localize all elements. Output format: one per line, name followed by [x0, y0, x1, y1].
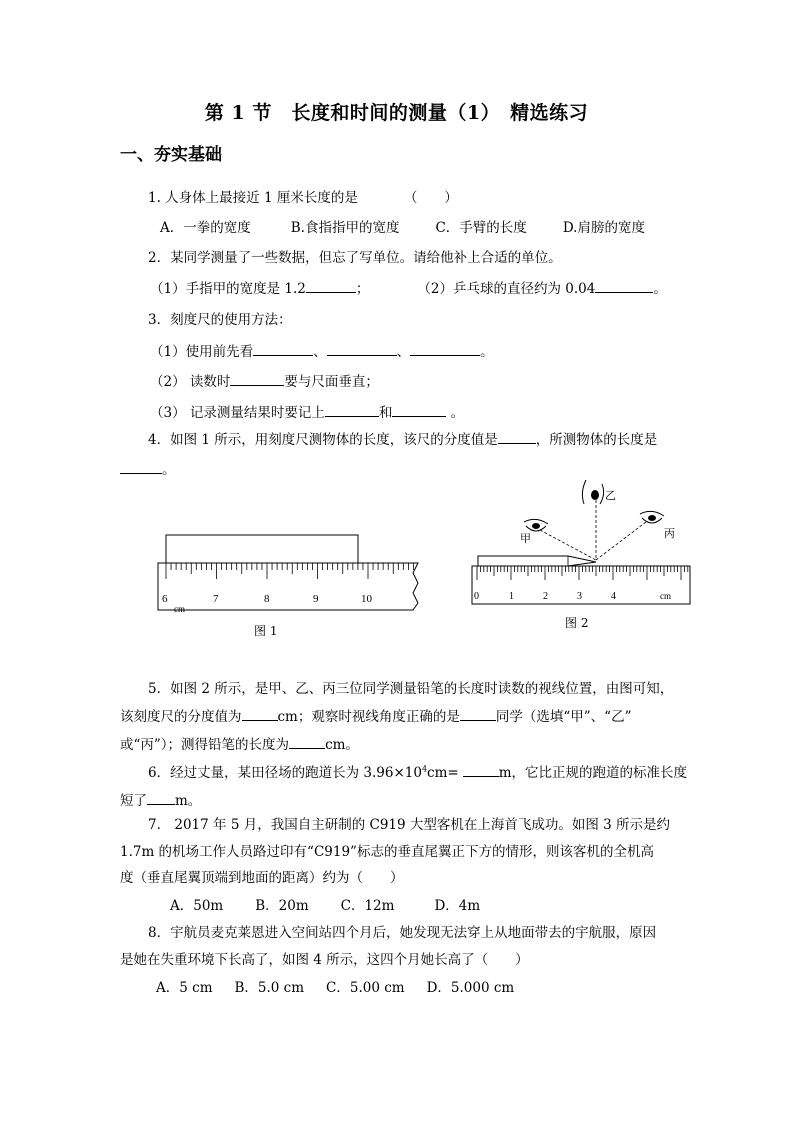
q4-text-b: ，所测物体的长度是	[535, 432, 658, 448]
q2-part1: （1）手指甲的宽度是 1.2	[150, 281, 306, 297]
q1-options	[160, 216, 645, 236]
tick-label-9: 9	[313, 593, 319, 605]
q7-option-c: C．12m	[340, 898, 395, 914]
q7-option-a: A．50m	[170, 898, 224, 914]
q4-blank-2[interactable]	[120, 461, 162, 474]
q2-stem: 2．某同学测量了一些数据，但忘了写单位。请给他补上合适的单位。	[148, 250, 562, 266]
q6-exponent: 4	[421, 764, 428, 774]
tick-label-0: 0	[474, 591, 479, 602]
q3-blank-5[interactable]	[325, 404, 379, 417]
eye-bing-icon	[640, 511, 664, 523]
q1-option-c: C．手臂的长度	[435, 220, 527, 236]
q4-text-a: 4．如图 1 所示，用刻度尺测物体的长度，该尺的分度值是	[148, 432, 498, 448]
tick-label-1: 1	[509, 591, 514, 602]
q5-text-d: 或“丙”）；测得铅笔的长度为	[120, 737, 290, 753]
q3-p1-end: 。	[480, 344, 494, 360]
q1-option-a: A．一拳的宽度	[160, 220, 251, 236]
tick-label-7: 7	[213, 593, 219, 605]
q3-blank-4[interactable]	[230, 373, 284, 386]
unit-label: cm	[660, 591, 671, 601]
q3-sep-1: 、	[313, 344, 327, 360]
q2-part2-end: 。	[653, 281, 667, 297]
q2-part1-end: ；	[355, 281, 370, 297]
question-1	[148, 186, 458, 206]
q3-blank-2[interactable]	[327, 343, 397, 356]
q7-option-d: D．4m	[434, 898, 481, 914]
q6-line-2	[120, 789, 201, 809]
q1-stem: 1. 人身体上最接近 1 厘米长度的是	[148, 190, 358, 206]
q6-text-a: 6．经过丈量，某田径场的跑道长为 3.96×10	[148, 765, 422, 781]
q8-option-d: D．5.000 cm	[426, 980, 515, 996]
q8-option-a: A．5 cm	[156, 980, 213, 996]
q3-blank-3[interactable]	[410, 343, 480, 356]
ruler-ticks	[477, 566, 688, 580]
q5-blank-3[interactable]	[289, 736, 325, 749]
q3-part1	[150, 340, 494, 360]
tick-label-10: 10	[361, 593, 372, 605]
q5-blank-2[interactable]	[460, 708, 496, 721]
q8-line-2: 是她在失重环境下长高了，如图 4 所示，这四个月她长高了（ ）	[120, 952, 529, 968]
q2-blank-1[interactable]	[306, 280, 356, 293]
q3-blank-6[interactable]	[392, 404, 446, 417]
unit-label: cm	[174, 604, 185, 614]
sight-line-bing	[596, 522, 646, 560]
q3-blank-1[interactable]	[253, 343, 313, 356]
q5-text-c: 同学（选填“甲”、“乙”	[495, 709, 632, 725]
page-title: 第 1 节 长度和时间的测量（1） 精选练习	[204, 102, 589, 124]
section-heading: 一、夯实基础	[120, 145, 222, 165]
q3-stem: 3．刻度尺的使用方法：	[148, 312, 292, 328]
q8-options	[156, 976, 514, 996]
q2-blank-2[interactable]	[595, 280, 653, 293]
q6-blank-2[interactable]	[147, 792, 175, 805]
figure-2-caption: 图 2	[565, 616, 589, 630]
q3-p2-end: 要与尺面垂直；	[284, 374, 379, 390]
q4-line-1	[148, 428, 657, 448]
q3-p3-text: （3） 记录测量结果时要记上	[150, 405, 325, 421]
q8-option-c: C．5.00 cm	[326, 980, 405, 996]
q6-text-c: m，它比正规的跑道的标准长度	[498, 765, 688, 781]
tick-label-8: 8	[264, 593, 270, 605]
eye-yi-icon	[582, 480, 603, 504]
q5-text-b: cm；观察时视线角度正确的是	[277, 709, 460, 725]
figure-2-ruler	[468, 478, 698, 608]
figure-1-caption: 图 1	[254, 624, 278, 638]
q6-text-d: 短了	[120, 793, 147, 809]
q4-line-2	[120, 458, 176, 478]
q8-option-b: B．5.0 cm	[234, 980, 305, 996]
q5-text-e: cm。	[325, 737, 359, 753]
q3-p3-and: 和	[378, 405, 393, 421]
q7-options	[170, 894, 480, 914]
q3-p1-text: （1）使用前先看	[150, 344, 254, 360]
tick-label-2: 2	[543, 591, 548, 602]
q5-line-1: 5．如图 2 所示，是甲、乙、丙三位同学测量铅笔的长度时读数的视线位置，由图可知，	[148, 681, 674, 697]
q7-option-b: B．20m	[255, 898, 309, 914]
q6-text-e: m。	[175, 793, 202, 809]
q5-line-3	[120, 733, 359, 753]
eye-jia-icon	[524, 519, 548, 531]
q7-line-1: 7． 2017 年 5 月，我国自主研制的 C919 大型客机在上海首飞成功。如图 3 所示是约	[148, 817, 671, 833]
q5-text-a: 该刻度尺的分度值为	[120, 709, 242, 725]
q1-option-b: B.食指指甲的宽度	[290, 220, 400, 236]
q4-line2-end: 。	[162, 462, 176, 478]
q2-part2: （2）乒乓球的直径约为 0.04	[417, 281, 596, 297]
q3-sep-2: 、	[396, 344, 411, 360]
pencil	[478, 556, 596, 566]
tick-label-4: 4	[611, 591, 616, 602]
q5-line-2	[120, 705, 631, 725]
eye-bing-label: 丙	[664, 527, 675, 540]
q1-answer-paren: （ ）	[403, 190, 458, 206]
q6-line-1	[148, 761, 687, 781]
figure-1-ruler	[150, 530, 425, 615]
q6-text-b: cm=	[427, 765, 459, 781]
q8-line-1: 8．宇航员麦克莱恩进入空间站四个月后，她发现无法穿上从地面带去的宇航服，原因	[148, 925, 657, 941]
q3-p2-text: （2） 读数时	[150, 374, 231, 390]
q5-blank-1[interactable]	[242, 708, 278, 721]
measured-object	[166, 535, 358, 563]
q3-part3	[150, 401, 464, 421]
eye-jia-label: 甲	[520, 532, 531, 545]
q7-line-3: 度（垂直尾翼顶端到地面的距离）约为（ ）	[120, 870, 404, 886]
q1-option-d: D.肩膀的宽度	[562, 220, 645, 236]
q3-p3-end: 。	[446, 405, 465, 421]
q6-blank-1[interactable]	[463, 764, 499, 777]
ruler-body	[158, 563, 418, 610]
eye-yi-label: 乙	[605, 489, 616, 502]
tick-label-3: 3	[577, 591, 582, 602]
q7-line-2: 1.7m 的机场工作人员路过印有“C919”标志的垂直尾翼正下方的情形，则该客机的全机高	[120, 844, 654, 860]
q3-part2	[150, 370, 379, 390]
q2-parts	[150, 277, 667, 297]
ruler-ticks	[166, 563, 413, 579]
q4-blank-1[interactable]	[498, 431, 536, 444]
tick-label-6: 6	[162, 593, 168, 605]
